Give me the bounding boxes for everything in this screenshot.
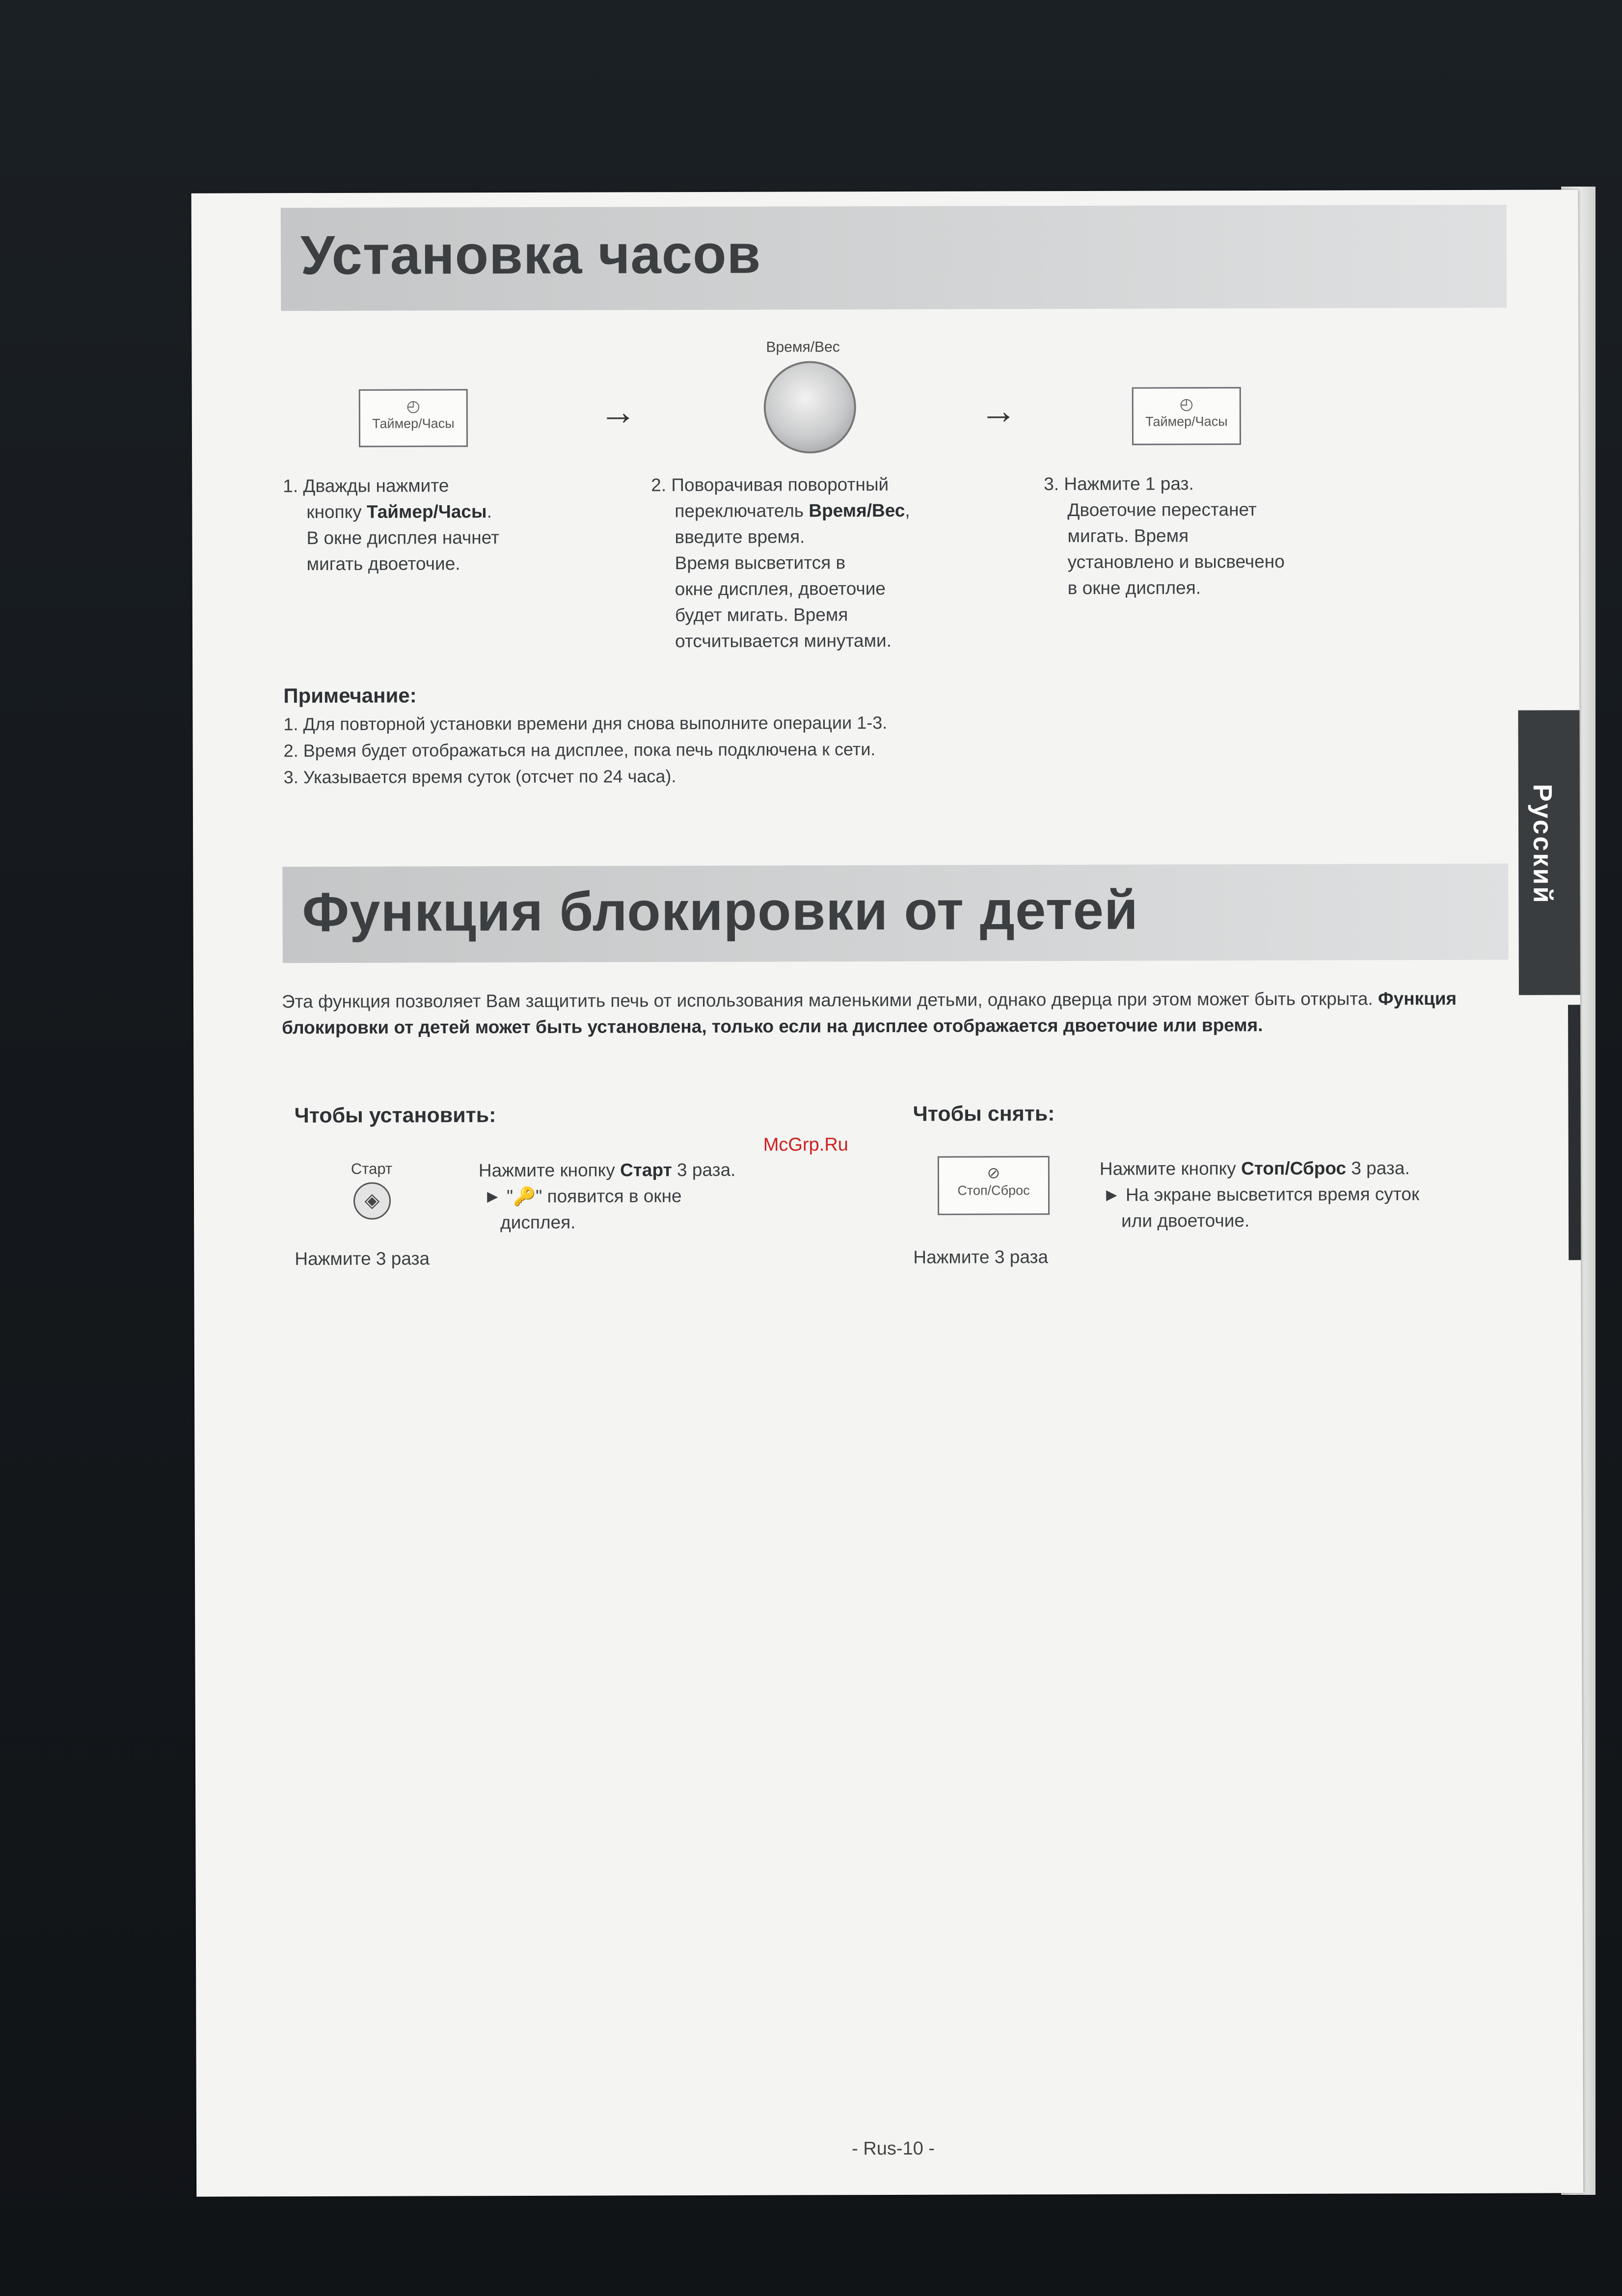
clock-section-header [281,205,1507,311]
intro-text: Эта функция позволяет Вам защитить печь от использования маленькими детьми, однако дверца при этом может быть открыта. [281,988,1379,1012]
side-tab-edge [1568,1005,1581,1260]
clock-step-3 [1044,470,1285,601]
step3-line2: Двоеточие перестанет [1067,499,1257,520]
step1-line3: В окне дисплея начнет [306,527,500,548]
note-item: 1. Для повторной установки времени дня снова выполните операции 1-3. [283,712,888,735]
unset-lock-instructions [1100,1155,1420,1234]
stop-reset-button [938,1156,1050,1215]
set-line3: дисплея. [500,1212,576,1233]
page-number: - Rus-10 - [852,2138,935,2159]
clock-step-2 [651,471,910,654]
child-lock-intro [282,985,1480,1040]
unset-line1-post: 3 раза. [1346,1158,1410,1178]
language-side-tab [1518,710,1580,995]
step3-line5: в окне дисплея. [1067,577,1201,599]
set-lock-instructions [479,1157,736,1235]
watermark: McGrp.Ru [763,1134,848,1155]
clock-icon: ◴ [1179,395,1193,413]
step1-line2 [283,498,499,525]
set-line2: ► "🔑" появится в окне [483,1186,682,1207]
start-button-caption: Старт [351,1160,393,1177]
step3-line4: установлено и высвечено [1067,551,1285,573]
note-title: Примечание: [283,683,417,708]
set-press-caption: Нажмите 3 раза [295,1248,430,1269]
stop-icon: ⊘ [987,1164,1000,1182]
timer-clock-button-2 [1132,387,1241,445]
timer-clock-label-1: Таймер/Часы [372,416,455,431]
clock-section-title: Установка часов [300,223,761,286]
unset-line1 [1100,1158,1410,1179]
set-line1-pre: Нажмите кнопку [478,1160,621,1181]
clock-icon: ◴ [406,397,420,415]
step2-line2-bold: Время/Вес [809,500,905,521]
step1-line2-post: . [487,501,492,522]
start-button [353,1182,391,1220]
step2-line2-pre: переключатель [675,500,809,521]
note-item: 2. Время будет отображаться на дисплее, пока печь подключена к сети. [283,739,876,761]
set-line1-post: 3 раза. [672,1159,736,1180]
unset-lock-title: Чтобы снять: [913,1102,1055,1126]
start-icon: ◈ [364,1189,380,1211]
unset-press-caption: Нажмите 3 раза [913,1247,1049,1267]
step2-line2-post: , [905,500,910,520]
child-lock-section-title: Функция блокировки от детей [302,879,1138,943]
step2-line4: Время высветится в [675,552,846,574]
step2-line7: отсчитывается минутами. [675,630,892,652]
clock-step-1 [283,472,499,577]
arrow-right-icon: → [979,390,1017,432]
arrow-right-icon: → [599,391,637,433]
knob-label: Время/Вес [766,339,840,355]
timer-clock-label-2: Таймер/Часы [1145,414,1228,429]
intro-bold: Функция блокировки от детей может быть установлена, только если на дисплее отображается двоеточие или время. [282,988,1457,1038]
step2-line6: будет мигать. Время [675,604,848,626]
step1-line4: мигать двоеточие. [306,553,460,574]
unset-line2: ► На экране высветится время суток [1102,1184,1420,1205]
time-weight-knob [764,361,856,453]
stop-reset-label: Стоп/Сброс [957,1183,1030,1198]
timer-clock-button-1 [359,389,468,447]
manual-page [191,190,1584,2196]
note-list [283,710,887,791]
step2-line3: введите время. [675,526,805,547]
step2-line1: 2. Поворачивая поворотный [651,474,889,495]
step1-line1: 1. Дважды нажмите [283,475,449,496]
set-lock-title: Чтобы установить: [294,1103,496,1128]
note-item: 3. Указывается время суток (отсчет по 24 часа). [283,766,676,788]
child-lock-section-header [282,864,1509,963]
step2-line2 [651,497,910,524]
set-line1 [479,1160,736,1180]
language-label: Русский [1527,784,1558,905]
unset-line1-pre: Нажмите кнопку [1099,1158,1242,1179]
unset-line3: или двоеточие. [1121,1210,1250,1231]
step1-line2-pre: кнопку [306,501,367,522]
step1-line2-bold: Таймер/Часы [366,501,487,522]
step2-line5: окне дисплея, двоеточие [675,578,886,600]
step3-line1: 3. Нажмите 1 раз. [1044,473,1194,494]
step3-line3: мигать. Время [1067,525,1189,547]
set-line1-bold: Старт [620,1160,672,1180]
unset-line1-bold: Стоп/Сброс [1241,1158,1347,1179]
